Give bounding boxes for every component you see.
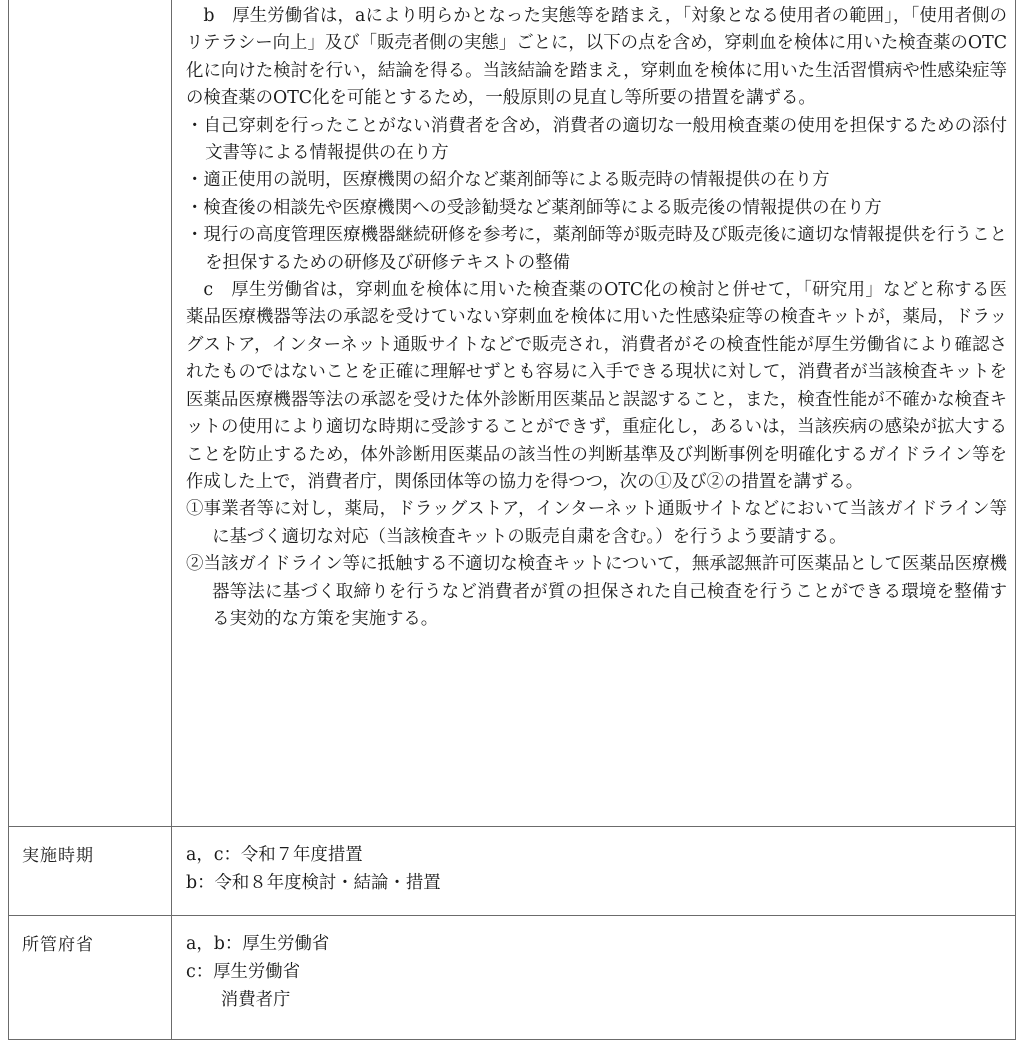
ministry-line-caa: 消費者庁 bbox=[220, 990, 291, 1010]
responsible-ministry-value bbox=[172, 916, 1016, 1040]
responsible-ministry-label: 所管府省 bbox=[9, 916, 172, 1040]
item-b-bullet-1: ・自己穿刺を行ったことがない消費者を含め，消費者の適切な一般用検査薬の使用を担保するための添付文書等による情報提供の在り方 bbox=[186, 115, 1007, 164]
item-c-measure-2: ②当該ガイドライン等に抵触する不適切な検査キットについて，無承認無許可医薬品として医薬品医療機器等法に基づく取締りを行うなど消費者が質の担保された自己検査を行うことができる環境を整備する実効的な方策を実施する。 bbox=[186, 554, 1007, 629]
item-b-paragraph: b 厚生労働省は，aにより明らかとなった実態等を踏まえ，「対象となる使用者の範囲」，「使用者側のリテラシー向上」及び「販売者側の実態」ごとに，以下の点を含め，穿刺血を検体に用いた検査薬のOTC化に向けた検討を行い，結論を得る。当該結論を踏まえ，穿刺血を検体に用いた生活習慣病や性感染症等の検査薬のOTC化を可能とするため，一般原則の見直し等所要の措置を講ずる。 bbox=[186, 6, 1007, 109]
period-line-b: b：令和８年度検討・結論・措置 bbox=[186, 873, 441, 893]
item-c-measure-1: ①事業者等に対し，薬局，ドラッグストア，インターネット通販サイトなどにおいて当該ガイドライン等に基づく適切な対応（当該検査キットの販売自粛を含む。）を行うよう要請する。 bbox=[186, 499, 1007, 547]
empty-label-cell bbox=[9, 0, 172, 827]
measure-content-cell bbox=[172, 0, 1016, 827]
period-line-ac: a，c：令和７年度措置 bbox=[186, 845, 363, 865]
item-b-bullet-2: ・適正使用の説明，医療機関の紹介など薬剤師等による販売時の情報提供の在り方 bbox=[186, 170, 830, 191]
item-b-bullet-3: ・検査後の相談先や医療機関への受診勧奨など薬剤師等による販売後の情報提供の在り方 bbox=[186, 197, 882, 218]
implementation-period-label: 実施時期 bbox=[9, 827, 172, 916]
item-c-paragraph: c 厚生労働省は，穿刺血を検体に用いた検査薬のOTC化の検討と併せて，「研究用」などと称する医薬品医療機器等法の承認を受けていない穿刺血を検体に用いた性感染症等の検査キットが，薬局，ドラッグストア，インターネット通販サイトなどで販売され，消費者がその検査性能が厚生労働省により確認されたものではないことを正確に理解せずとも容易に入手できる現状に対して，消費者が当該検査キットを医薬品医療機器等法の承認を受けた体外診断用医薬品と誤認すること，また，検査性能が不確かな検査キットの使用により適切な時期に受診することができず，重症化し，あるいは，当該疾病の感染が拡大することを防止するため，体外診断用医薬品の該当性の判断基準及び判断事例を明確化するガイドライン等を作成した上で，消費者庁，関係団体等の協力を得つつ，次の①及び②の措置を講ずる。 bbox=[186, 280, 1007, 492]
responsible-ministry-row bbox=[9, 916, 1016, 1040]
measure-content-row bbox=[9, 0, 1016, 827]
implementation-period-value bbox=[172, 827, 1016, 916]
ministry-line-ab: a，b：厚生労働省 bbox=[186, 934, 330, 954]
measure-table bbox=[8, 0, 1016, 1040]
implementation-period-row bbox=[9, 827, 1016, 916]
item-b-bullet-4: ・現行の高度管理医療機器継続研修を参考に，薬剤師等が販売時及び販売後に適切な情報提供を行うことを担保するための研修及び研修テキストの整備 bbox=[186, 225, 1007, 273]
ministry-line-c: c：厚生労働省 bbox=[186, 962, 301, 982]
